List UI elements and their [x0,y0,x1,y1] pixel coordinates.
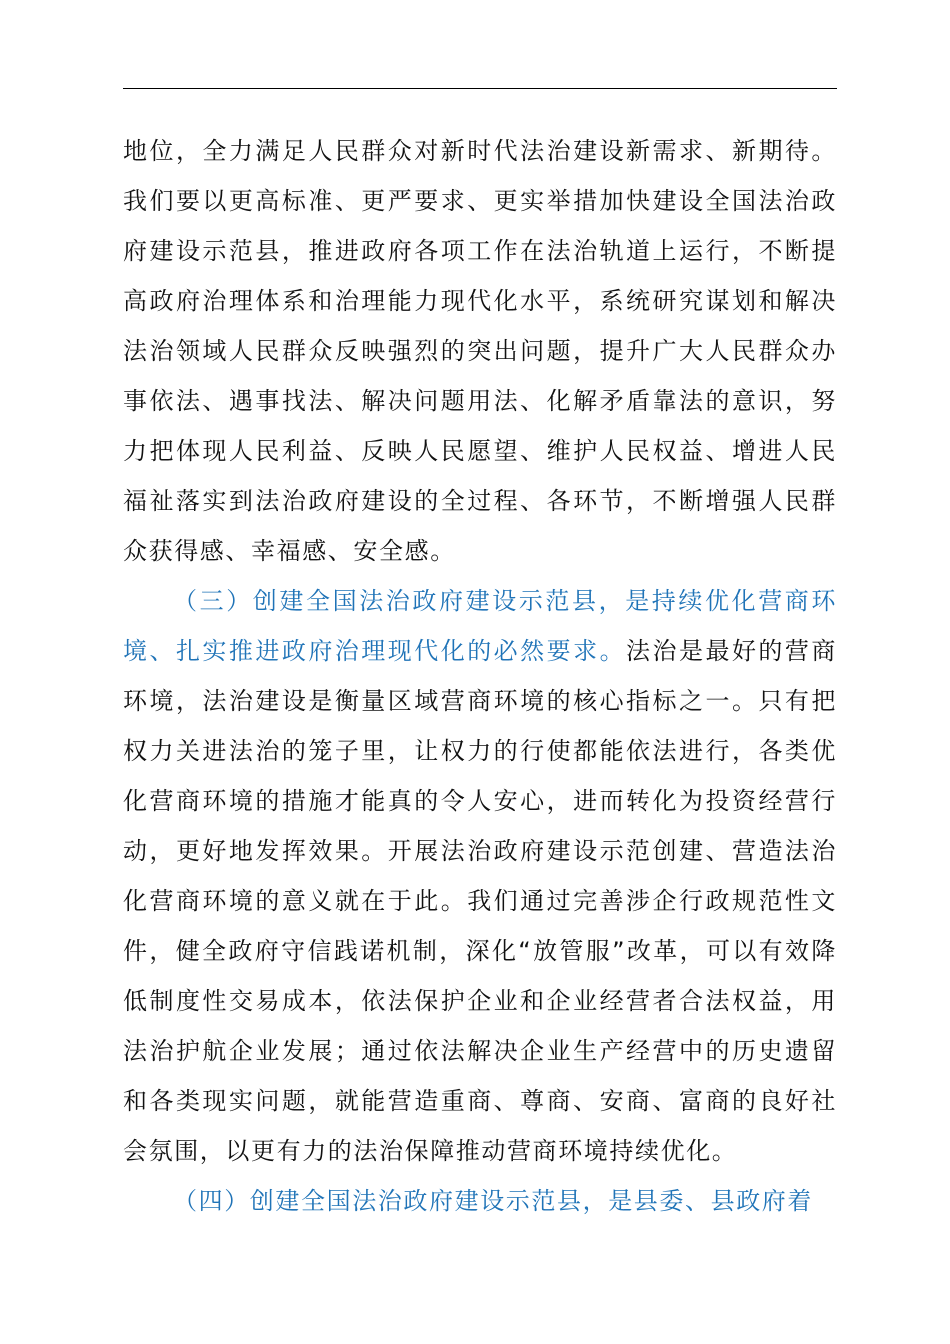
paragraph-text: 地位，全力满足人民群众对新时代法治建设新需求、新期待。我们要以更高标准、更严要求、更实举措加快建设全国法治政府建设示范县，推进政府各项工作在法治轨道上运行，不断提高政府治理体系和治理能力现代化水平，系统研究谋划和解决法治领域人民群众反映强烈的突出问题，提升广大人民群众办事依法、遇事找法、解决问题用法、化解矛盾靠法的意识，努力把体现人民利益、反映人民愿望、维护人民权益、增进人民福祉落实到法治政府建设的全过程、各环节，不断增强人民群众获得感、幸福感、安全感。 [123,137,837,565]
body-text [123,126,837,1226]
paragraph-section-3 [123,576,837,1176]
section-heading-3: （三）创建全国法治政府建设示范县，是持续优化营商环境、扎实推进政府治理现代化的必然要求。 [123,587,837,665]
header-rule [123,88,837,89]
paragraph-text: 法治是最好的营商环境，法治建设是衡量区域营商环境的核心指标之一。只有把权力关进法治的笼子里，让权力的行使都能依法进行，各类优化营商环境的措施才能真的令人安心，进而转化为投资经营行动，更好地发挥效果。开展法治政府建设示范创建、营造法治化营商环境的意义就在于此。我们通过完善涉企行政规范性文件，健全政府守信践诺机制，深化“放管服”改革，可以有效降低制度性交易成本，依法保护企业和企业经营者合法权益，用法治护航企业发展；通过依法解决企业生产经营中的历史遗留和各类现实问题，就能营造重商、尊商、安商、富商的良好社会氛围，以更有力的法治保障推动营商环境持续优化。 [123,637,837,1165]
paragraph-section-4 [123,1176,837,1226]
section-heading-4: （四）创建全国法治政府建设示范县，是县委、县政府着 [173,1187,813,1215]
paragraph-continuation [123,126,837,576]
